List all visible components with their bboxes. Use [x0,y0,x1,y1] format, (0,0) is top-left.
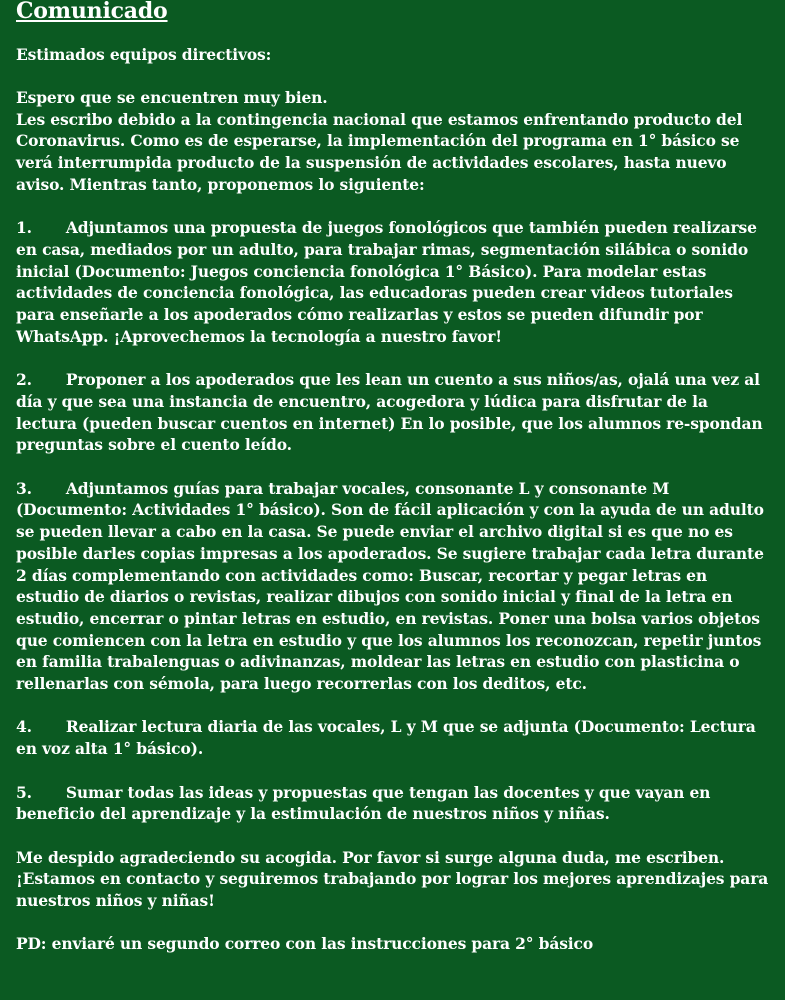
spacer [16,65,771,87]
list-item [16,782,771,825]
greeting: Estimados equipos directivos: [16,44,272,64]
intro-paragraph: Les escribo debido a la contingencia nacional que estamos enfrentando producto del Coronavirus. Como es de esperarse, la implementación del programa en 1° básico se verá interrumpida producto de la suspensión de actividades escolares, hasta nuevo aviso. Mientras tanto, proponemos lo siguiente: [16,109,743,194]
closing-line: Me despido agradeciendo su acogida. Por favor si surge alguna duda, me escriben. [16,847,725,867]
item-text: Proponer a los apoderados que les lean un cuento a sus niños/as, ojalá una vez al día y que sea una instancia de encuentro, acogedora y lúdica para disfrutar de la lectura (pueden buscar cuentos en internet) En lo posible, que los alumnos re-spondan preguntas sobre el cuento leído. [16,370,763,455]
item-text: Adjuntamos una propuesta de juegos fonológicos que también pueden realizarse en casa, mediados por un adulto, para trabajar rimas, segmentación silábica o sonido inicial (Documento: Juegos conciencia fonológica 1° Básico). Para modelar estas actividades de conciencia fonológica, las educadoras pueden crear videos tutoriales para enseñarle a los apoderados cómo realizarlas y estos se pueden difundir por WhatsApp. ¡Aprovechemos la tecnología a nuestro favor! [16,218,757,346]
list-item [16,716,771,759]
item-number: 2. [16,370,32,390]
item-number: 3. [16,478,32,498]
item-number: 1. [16,218,32,238]
item-number: 5. [16,782,32,802]
item-number: 4. [16,717,32,737]
item-text: Sumar todas las ideas y propuestas que tengan las docentes y que vayan en beneficio del aprendizaje y la estimulación de nuestros niños y niñas. [16,782,711,824]
document-title: Comunicado [16,0,168,24]
spacer [16,348,771,370]
list-item [16,217,771,347]
item-text: Adjuntamos guías para trabajar vocales, consonante L y consonante M (Documento: Actividades 1° básico). Son de fácil aplicación y con la ayuda de un adulto se pueden llevar a cabo en la casa. Se puede enviar el archivo digital si es que no es posible darles copias impresas a los apoderados. Se sugiere trabajar cada letra durante 2 días complementando con actividades como: Buscar, recortar y pegar letras en estudio de diarios o revistas, realizar dibujos con sonido inicial y final de la letra en estudio, encerrar o pintar letras en estudio, en revistas. Poner una bolsa varios objetos que comiencen con la letra en estudio y que los alumnos los reconozcan, repetir juntos en familia trabalenguas o adivinanzas, moldear las letras en estudio con plasticina o rellenarlas con sémola, para luego recorrerlas con los deditos, etc. [16,478,764,694]
closing-line: ¡Estamos en contacto y seguiremos trabajando por lograr los mejores aprendizajes para nuestros niños y niñas! [16,869,769,910]
spacer [16,456,771,478]
spacer [16,196,771,218]
spacer [16,760,771,782]
list-item [16,478,771,695]
postscript: PD: enviaré un segundo correo con las instrucciones para 2° básico [16,934,594,954]
intro-line: Espero que se encuentren muy bien. [16,88,328,108]
spacer [16,695,771,717]
spacer [16,22,771,44]
spacer [16,825,771,847]
list-item [16,369,771,456]
spacer [16,912,771,934]
item-text: Realizar lectura diaria de las vocales, L y M que se adjunta (Documento: Lectura en voz alta 1° básico). [16,717,756,759]
